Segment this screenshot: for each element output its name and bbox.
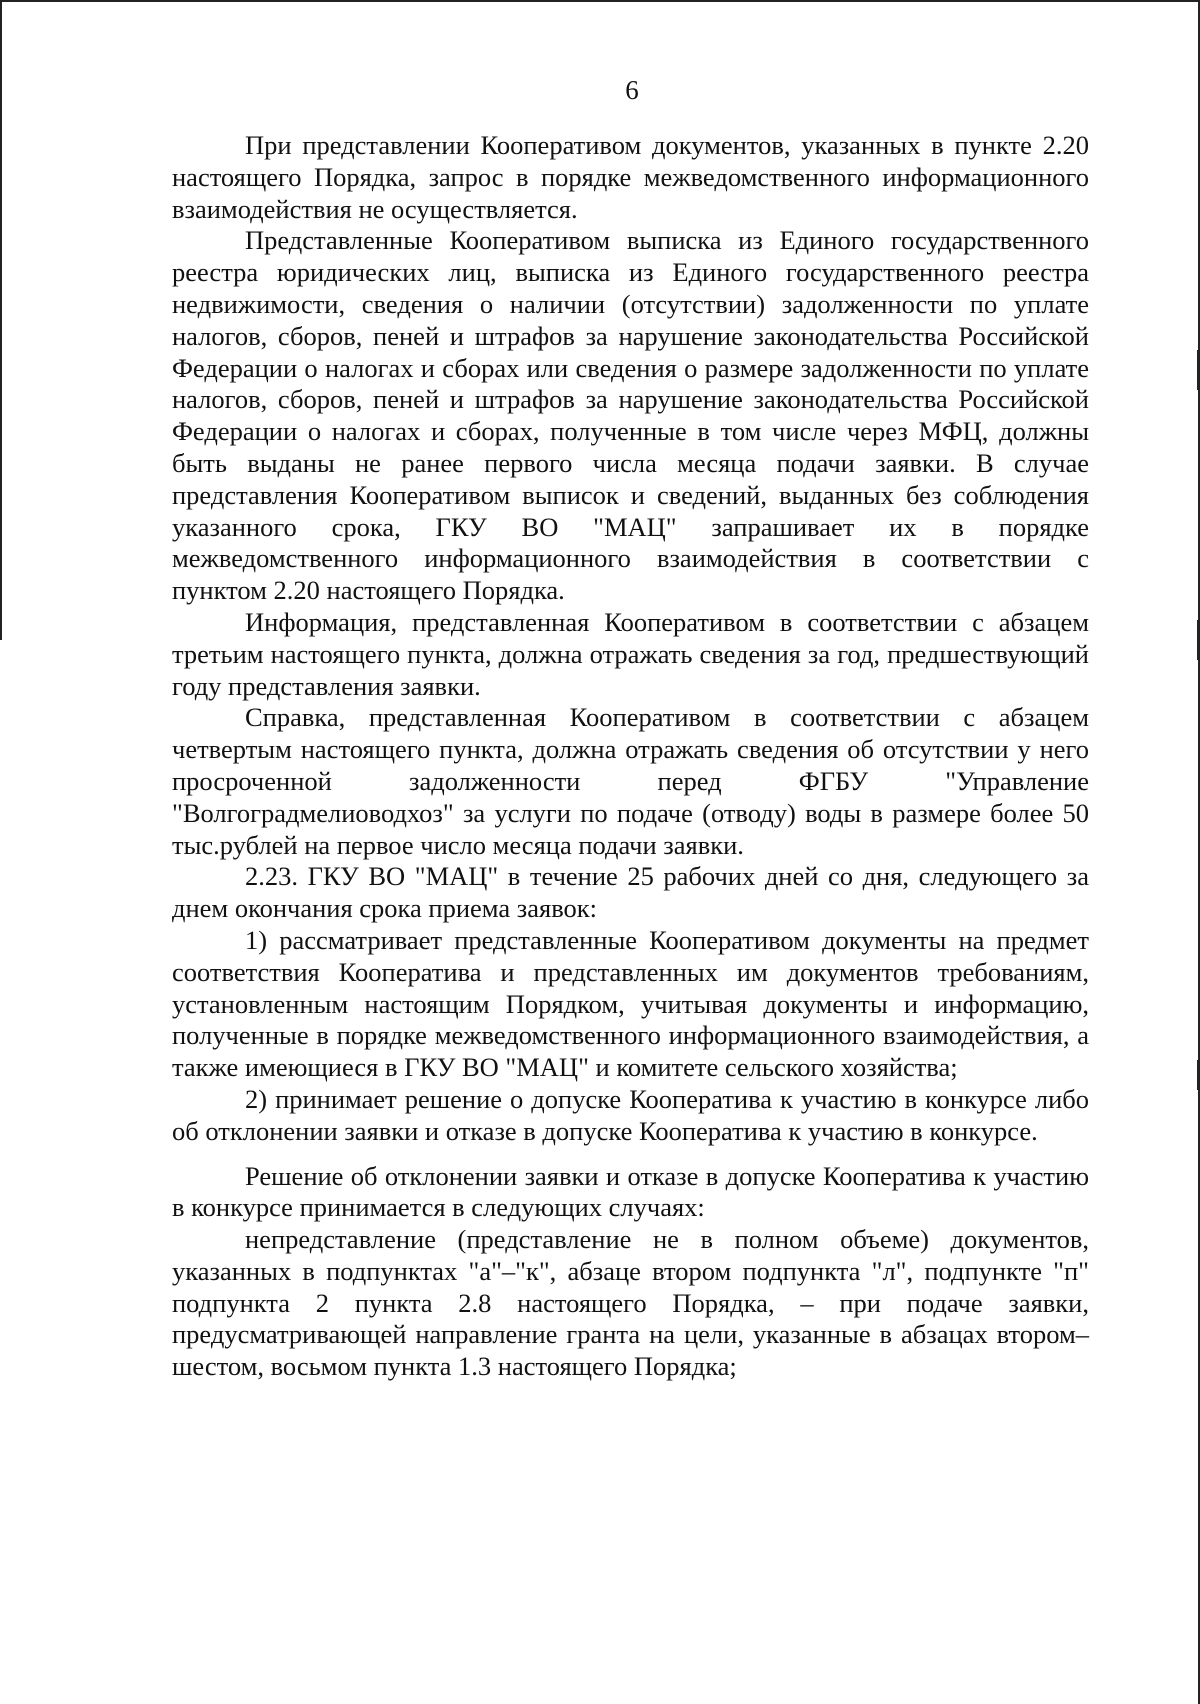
list-item-admission-decision: 2) принимает решение о допуске Кооператива к участию в конкурсе либо об отклонении заявки и отказе в допуске Кооператива к участию в конкурсе. — [172, 1083, 1089, 1146]
paragraph-interagency-request: При представлении Кооперативом документов, указанных в пункте 2.20 настоящего Порядка, запрос в порядке межведомственного информационного взаимодействия не осуществляется. — [172, 130, 1089, 224]
scan-border-top — [0, 0, 1200, 2]
paragraph-debt-certificate: Справка, представленная Кооперативом в соответствии с абзацем четвертым настоящего пункта, должна отражать сведения об отсутствии у него просроченной задолженности перед ФГБУ "Управление "Волгоградмелиоводхоз" за услуги по подаче (отводу) воды в размере более 50 тыс.рублей на первое число месяца подачи заявки. — [172, 702, 1089, 860]
paragraph-rejection-cases: Решение об отклонении заявки и отказе в допуске Кооператива к участию в конкурсе принимается в следующих случаях: — [172, 1160, 1089, 1223]
document-body — [172, 130, 1089, 1383]
page-number: 6 — [625, 75, 639, 105]
paragraph-information-period: Информация, представленная Кооперативом в соответствии с абзацем третьим настоящего пункта, должна отражать сведения за год, предшествующий году представления заявки. — [172, 606, 1089, 701]
paragraph-extracts-validity: Представленные Кооперативом выписка из Единого государственного реестра юридических лиц, выписка из Единого государственного реестра недвижимости, сведения о наличии (отсутствии) задолженности по уплате налогов, сборов, пеней и штрафов за нарушение законодательства Российской Федерации о налогах и сборах или сведения о размере задолженности по уплате налогов, сборов, пеней и штрафов за нарушение законодательства Российской Федерации о налогах и сборах, полученные в том числе через МФЦ, должны быть выданы не ранее первого числа месяца подачи заявки. В случае представления Кооперативом выписок и сведений, выданных без соблюдения указанного срока, ГКУ ВО "МАЦ" запрашивает их в порядке межведомственного информационного взаимодействия в соответствии с пунктом 2.20 настоящего Порядка. — [172, 225, 1089, 606]
paragraph-rejection-case-missing-documents: непредставление (представление не в полном объеме) документов, указанных в подпунктах "а"–"к", абзаце втором подпункта "л", подпункте "п" подпункта 2 пункта 2.8 настоящего Порядка, – при подаче заявки, предусматривающей направление гранта на цели, указанные в абзацах втором–шестом, восьмом пункта 1.3 настоящего Порядка; — [172, 1224, 1089, 1382]
scan-mark — [1197, 620, 1199, 660]
paragraph-section-2-23: 2.23. ГКУ ВО "МАЦ" в течение 25 рабочих дней со дня, следующего за днем окончания срока приема заявок: — [172, 861, 1089, 924]
scan-mark — [1197, 350, 1199, 390]
list-item-review-documents: 1) рассматривает представленные Кооперативом документы на предмет соответствия Кооператива и представленных им документов требованиям, установленным настоящим Порядком, учитывая документы и информацию, полученные в порядке межведомственного информационного взаимодействия, а также имеющиеся в ГКУ ВО "МАЦ" и комитете сельского хозяйства; — [172, 924, 1089, 1083]
scan-mark — [1197, 1060, 1199, 1090]
